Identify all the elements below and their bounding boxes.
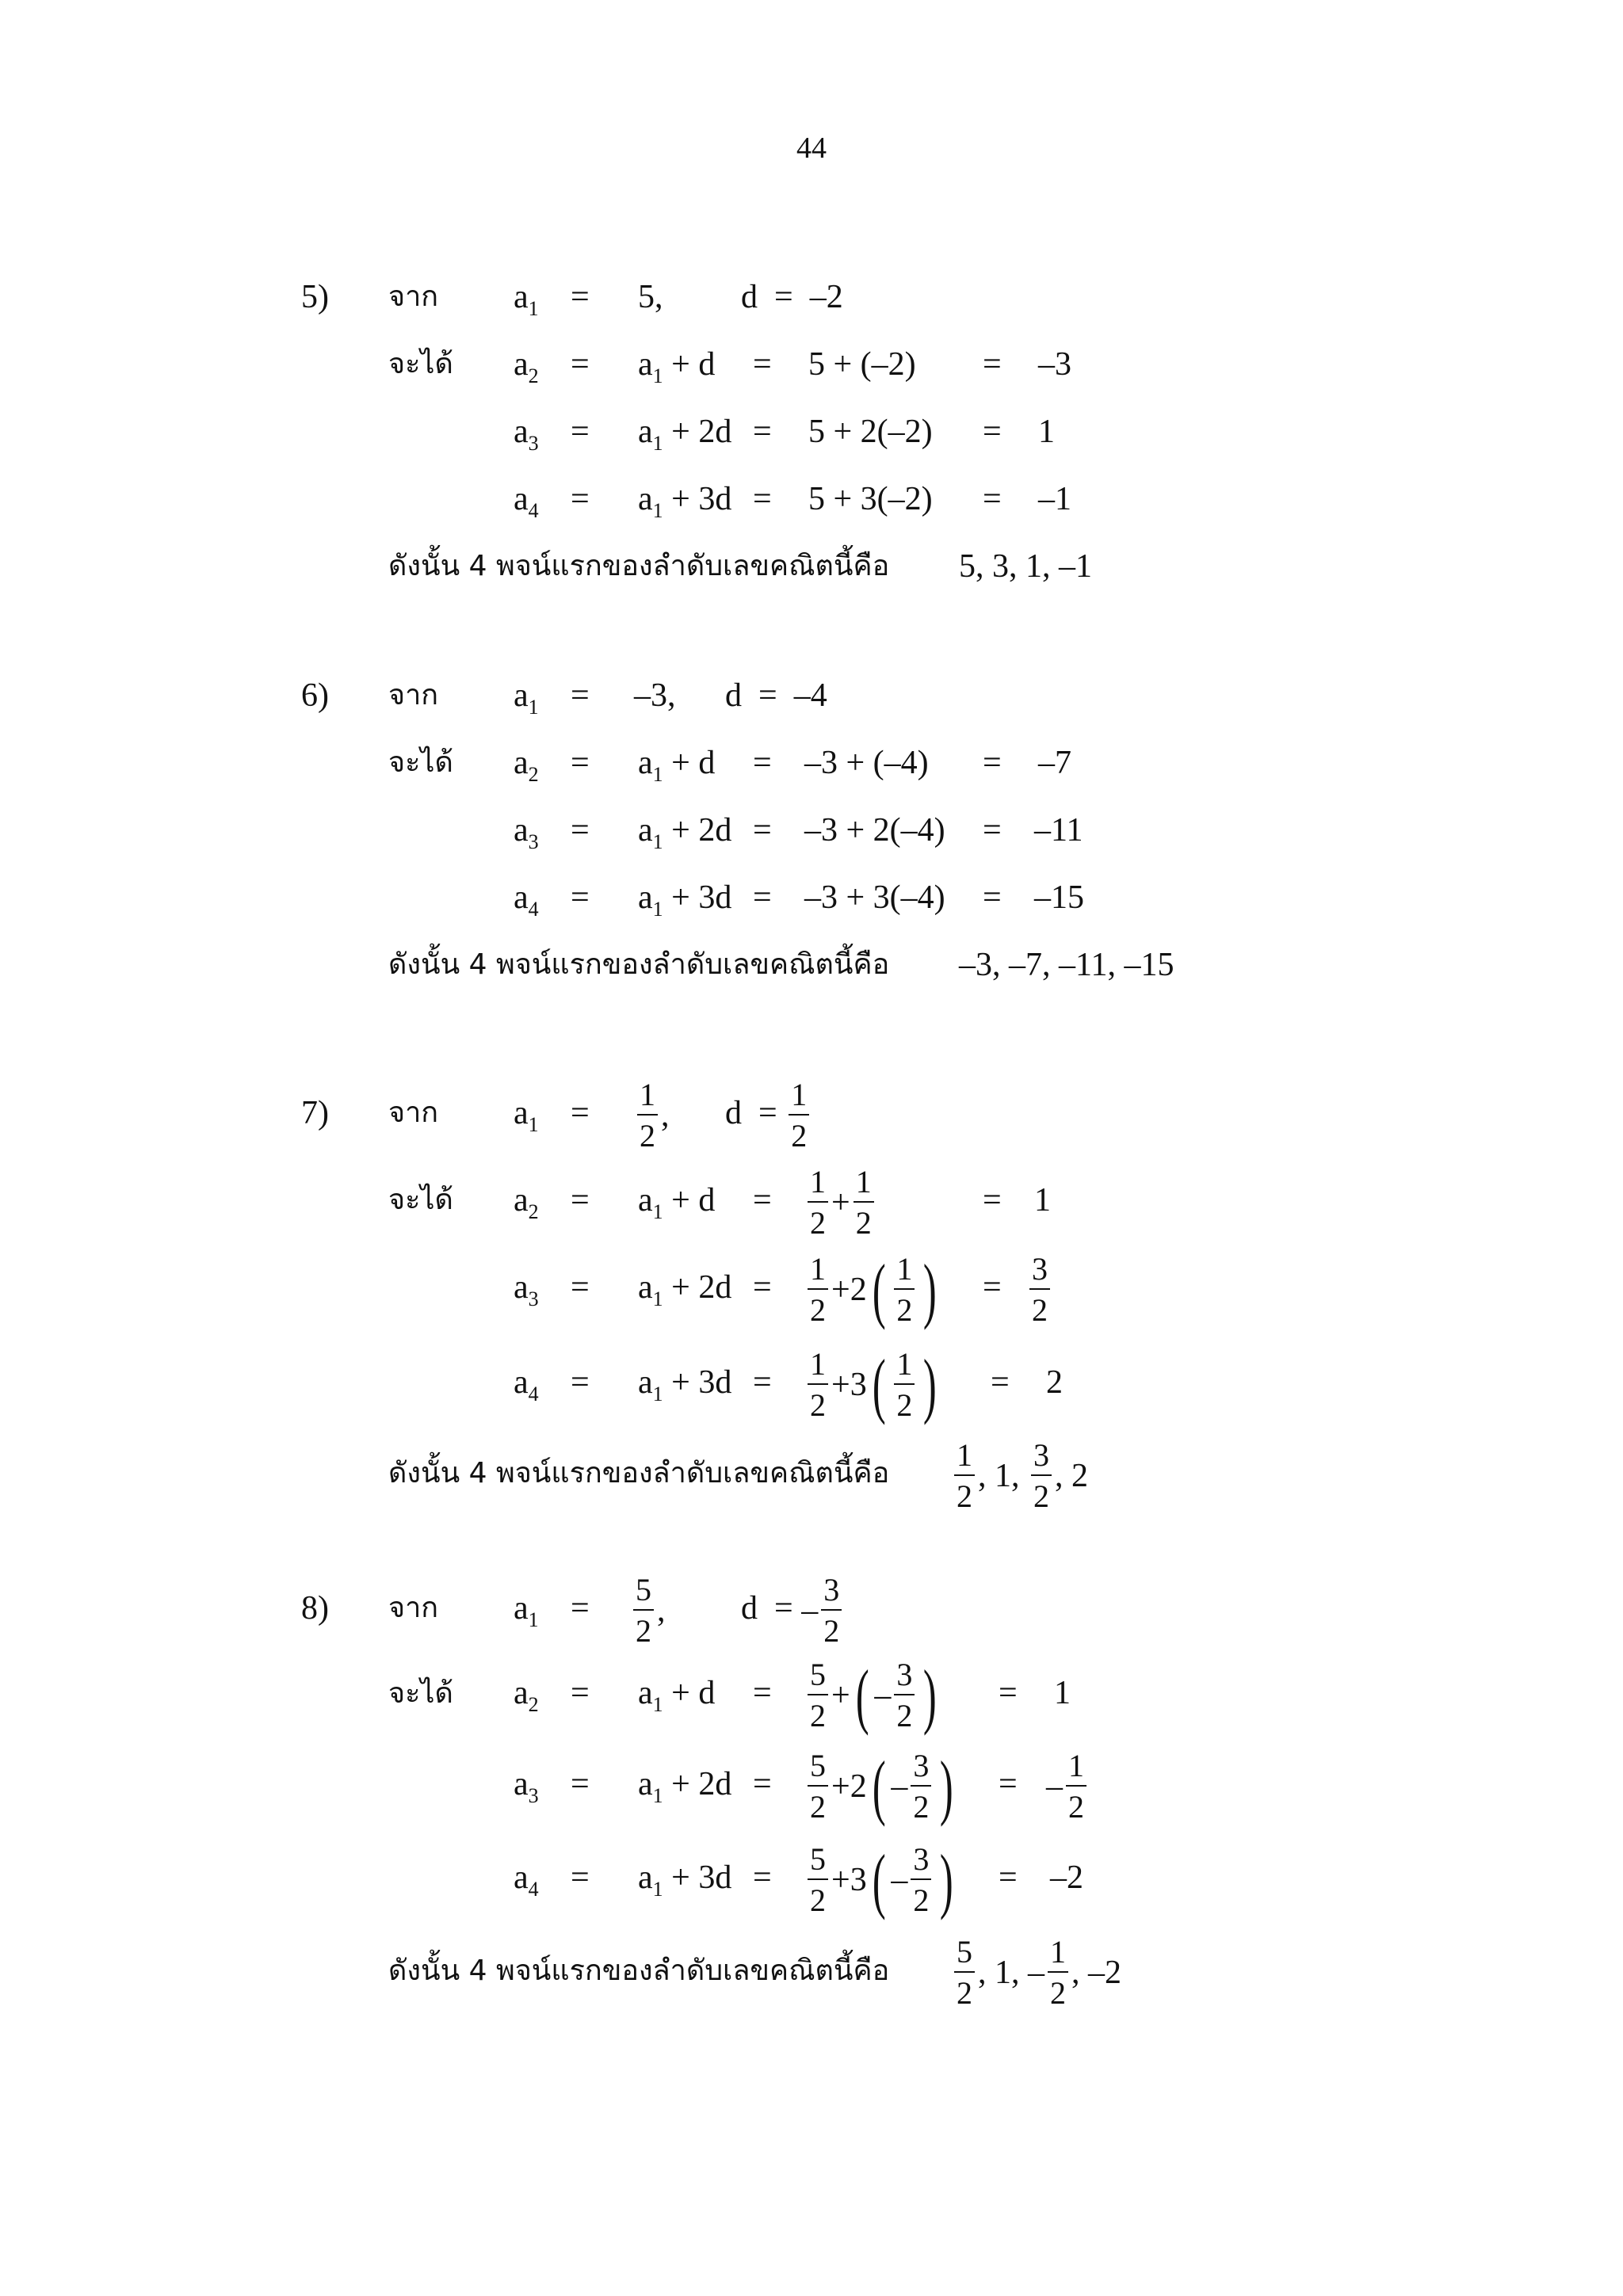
- ex7-a4-eq1: =: [571, 1364, 590, 1401]
- ex5-a3-eq2: =: [753, 414, 772, 450]
- ex8-a3-eq1: =: [571, 1766, 590, 1802]
- ex7-a4-eq2: =: [753, 1364, 772, 1401]
- ex5-a4-eq1: =: [571, 481, 590, 517]
- ex8-a4-eq1: =: [571, 1859, 590, 1896]
- ex6-terms: –3, –7, –11, –15: [959, 947, 1174, 983]
- ex7-terms: $\frac{1}{2}$ , 1, $\frac{3}{2}$ , 2: [951, 1430, 1088, 1520]
- ex8-a1-symbol: $a_1$: [514, 1590, 539, 1631]
- ex5-conclusion-text: ดังนั้น 4 พจน์แรกของลำดับเลขคณิตนี้คือ: [388, 550, 890, 582]
- ex6-d-given: d = –4: [725, 677, 827, 714]
- ex6-a3-expr: –3 + 2(–4): [804, 812, 945, 849]
- ex8-a2-expr: $\frac{5}{2}$ +( – $\frac{3}{2}$ ): [804, 1648, 942, 1741]
- ex5-a3-eq3: =: [983, 414, 1002, 450]
- ex7-a3-eq1: =: [571, 1269, 590, 1306]
- ex6-a4-eq2: =: [753, 879, 772, 916]
- ex5-a4-expr: 5 + 3(–2): [808, 481, 933, 517]
- ex7-number: 7): [301, 1095, 329, 1131]
- ex6-a2-eq2: =: [753, 745, 772, 781]
- ex8-a2-formula: $a_1 + d$: [638, 1675, 716, 1716]
- ex6-a4-formula: $a_1 + 3d$: [638, 879, 732, 921]
- ex6-a4-expr: –3 + 3(–4): [804, 879, 945, 916]
- ex7-a2-formula: $a_1 + d$: [638, 1182, 716, 1223]
- ex8-a1-value: $\frac{5}{2}$ ,: [630, 1573, 666, 1647]
- ex5-a2-eq1: =: [571, 346, 590, 383]
- ex8-a2-eq3: =: [999, 1675, 1018, 1711]
- ex6-number: 6): [301, 677, 329, 714]
- ex7-label-get: จะได้: [388, 1184, 453, 1216]
- ex5-a2-result: –3: [1038, 346, 1071, 383]
- ex7-a3-expr: $\frac{1}{2}$ +2( $\frac{1}{2}$ ): [804, 1244, 942, 1333]
- ex8-label-get: จะได้: [388, 1677, 453, 1710]
- ex6-a4-symbol: $a_4$: [514, 879, 539, 921]
- ex5-a3-formula: $a_1 + 2d$: [638, 414, 732, 455]
- ex6-a2-expr: –3 + (–4): [804, 745, 929, 781]
- ex5-a1-value: 5,: [638, 279, 663, 315]
- ex6-a2-result: –7: [1038, 745, 1071, 781]
- ex8-equals: =: [571, 1590, 590, 1627]
- ex6-a1-value: –3,: [634, 677, 676, 714]
- ex6-a3-symbol: $a_3$: [514, 812, 539, 853]
- ex7-a2-expr: $\frac{1}{2}$ + $\frac{1}{2}$: [804, 1157, 877, 1246]
- ex7-a3-formula: $a_1 + 2d$: [638, 1269, 732, 1310]
- ex8-a2-eq1: =: [571, 1675, 590, 1711]
- ex5-a4-result: –1: [1038, 481, 1071, 517]
- ex7-a4-result: 2: [1046, 1364, 1063, 1401]
- ex6-a3-eq2: =: [753, 812, 772, 849]
- ex7-a3-eq2: =: [753, 1269, 772, 1306]
- ex5-a1-symbol: $a_1$: [514, 279, 539, 320]
- ex7-a3-result: $\frac{3}{2}$: [1026, 1244, 1053, 1331]
- ex8-a3-symbol: $a_3$: [514, 1766, 539, 1807]
- ex8-a2-result: 1: [1054, 1675, 1071, 1711]
- ex5-a2-eq3: =: [983, 346, 1002, 383]
- ex8-terms: $\frac{5}{2}$ , 1, – $\frac{1}{2}$ , –2: [951, 1925, 1121, 2019]
- ex5-label-from: จาก: [388, 280, 439, 313]
- ex8-a3-formula: $a_1 + 2d$: [638, 1766, 732, 1807]
- ex8-number: 8): [301, 1590, 329, 1627]
- ex7-a2-eq3: =: [983, 1182, 1002, 1219]
- ex5-a2-symbol: $a_2$: [514, 346, 539, 387]
- ex5-a4-eq2: =: [753, 481, 772, 517]
- ex6-conclusion-text: ดังนั้น 4 พจน์แรกของลำดับเลขคณิตนี้คือ: [388, 948, 890, 981]
- ex6-a3-result: –11: [1034, 812, 1083, 849]
- ex6-a4-eq3: =: [983, 879, 1002, 916]
- ex6-a3-formula: $a_1 + 2d$: [638, 812, 732, 853]
- ex7-conclusion-text: ดังนั้น 4 พจน์แรกของลำดับเลขคณิตนี้คือ: [388, 1457, 890, 1489]
- ex8-a4-result: –2: [1050, 1859, 1083, 1896]
- ex7-a3-symbol: $a_3$: [514, 1269, 539, 1310]
- ex6-a2-symbol: $a_2$: [514, 745, 539, 786]
- ex5-a2-eq2: =: [753, 346, 772, 383]
- ex7-equals: =: [571, 1095, 590, 1131]
- ex5-a3-eq1: =: [571, 414, 590, 450]
- ex6-a3-eq3: =: [983, 812, 1002, 849]
- ex5-a2-formula: $a_1 + d$: [638, 346, 716, 387]
- ex7-a1-symbol: $a_1$: [514, 1095, 539, 1136]
- ex6-a2-formula: $a_1 + d$: [638, 745, 716, 786]
- ex8-a3-eq2: =: [753, 1766, 772, 1802]
- ex8-conclusion-text: ดังนั้น 4 พจน์แรกของลำดับเลขคณิตนี้คือ: [388, 1955, 890, 1987]
- ex5-terms: 5, 3, 1, –1: [959, 548, 1092, 585]
- ex5-a3-symbol: $a_3$: [514, 414, 539, 455]
- ex8-d-given: d = – $\frac{3}{2}$: [741, 1573, 845, 1647]
- ex7-a2-eq2: =: [753, 1182, 772, 1219]
- ex5-a4-symbol: $a_4$: [514, 481, 539, 522]
- ex8-a4-symbol: $a_4$: [514, 1859, 539, 1901]
- ex8-label-from: จาก: [388, 1592, 439, 1624]
- ex6-a4-result: –15: [1034, 879, 1084, 916]
- ex6-equals: =: [571, 677, 590, 714]
- ex8-a4-formula: $a_1 + 3d$: [638, 1859, 732, 1901]
- ex5-label-get: จะได้: [388, 348, 453, 380]
- ex8-a3-expr: $\frac{5}{2}$ +2( – $\frac{3}{2}$ ): [804, 1739, 959, 1833]
- ex7-label-from: จาก: [388, 1097, 439, 1129]
- ex7-a1-value: $\frac{1}{2}$ ,: [634, 1077, 670, 1152]
- ex6-a2-eq1: =: [571, 745, 590, 781]
- ex7-a3-eq3: =: [983, 1269, 1002, 1306]
- ex6-a1-symbol: $a_1$: [514, 677, 539, 719]
- ex8-a4-expr: $\frac{5}{2}$ +3( – $\frac{3}{2}$ ): [804, 1830, 959, 1928]
- ex7-a4-eq3: =: [991, 1364, 1010, 1401]
- ex7-d-given: d = $\frac{1}{2}$: [725, 1077, 812, 1152]
- ex5-a3-result: 1: [1038, 414, 1055, 450]
- ex6-a3-eq1: =: [571, 812, 590, 849]
- ex6-a4-eq1: =: [571, 879, 590, 916]
- ex5-a4-eq3: =: [983, 481, 1002, 517]
- ex5-a4-formula: $a_1 + 3d$: [638, 481, 732, 522]
- ex6-a2-eq3: =: [983, 745, 1002, 781]
- ex7-a4-symbol: $a_4$: [514, 1364, 539, 1405]
- ex6-label-get: จะได้: [388, 746, 453, 779]
- ex5-a3-expr: 5 + 2(–2): [808, 414, 933, 450]
- ex8-a4-eq3: =: [999, 1859, 1018, 1896]
- ex7-a2-result: 1: [1034, 1182, 1051, 1219]
- ex5-number: 5): [301, 279, 329, 315]
- ex8-a3-eq3: =: [999, 1766, 1018, 1802]
- ex8-a4-eq2: =: [753, 1859, 772, 1896]
- page-number: 44: [796, 132, 827, 165]
- ex5-d-given: d = –2: [741, 279, 843, 315]
- ex5-a2-expr: 5 + (–2): [808, 346, 916, 383]
- ex7-a2-eq1: =: [571, 1182, 590, 1219]
- ex6-label-from: จาก: [388, 679, 439, 711]
- ex7-a4-expr: $\frac{1}{2}$ +3( $\frac{1}{2}$ ): [804, 1335, 942, 1432]
- ex8-a3-result: – $\frac{1}{2}$: [1046, 1739, 1090, 1833]
- ex8-a2-symbol: $a_2$: [514, 1675, 539, 1716]
- ex7-a4-formula: $a_1 + 3d$: [638, 1364, 732, 1405]
- ex8-a2-eq2: =: [753, 1675, 772, 1711]
- ex7-a2-symbol: $a_2$: [514, 1182, 539, 1223]
- ex5-equals: =: [571, 279, 590, 315]
